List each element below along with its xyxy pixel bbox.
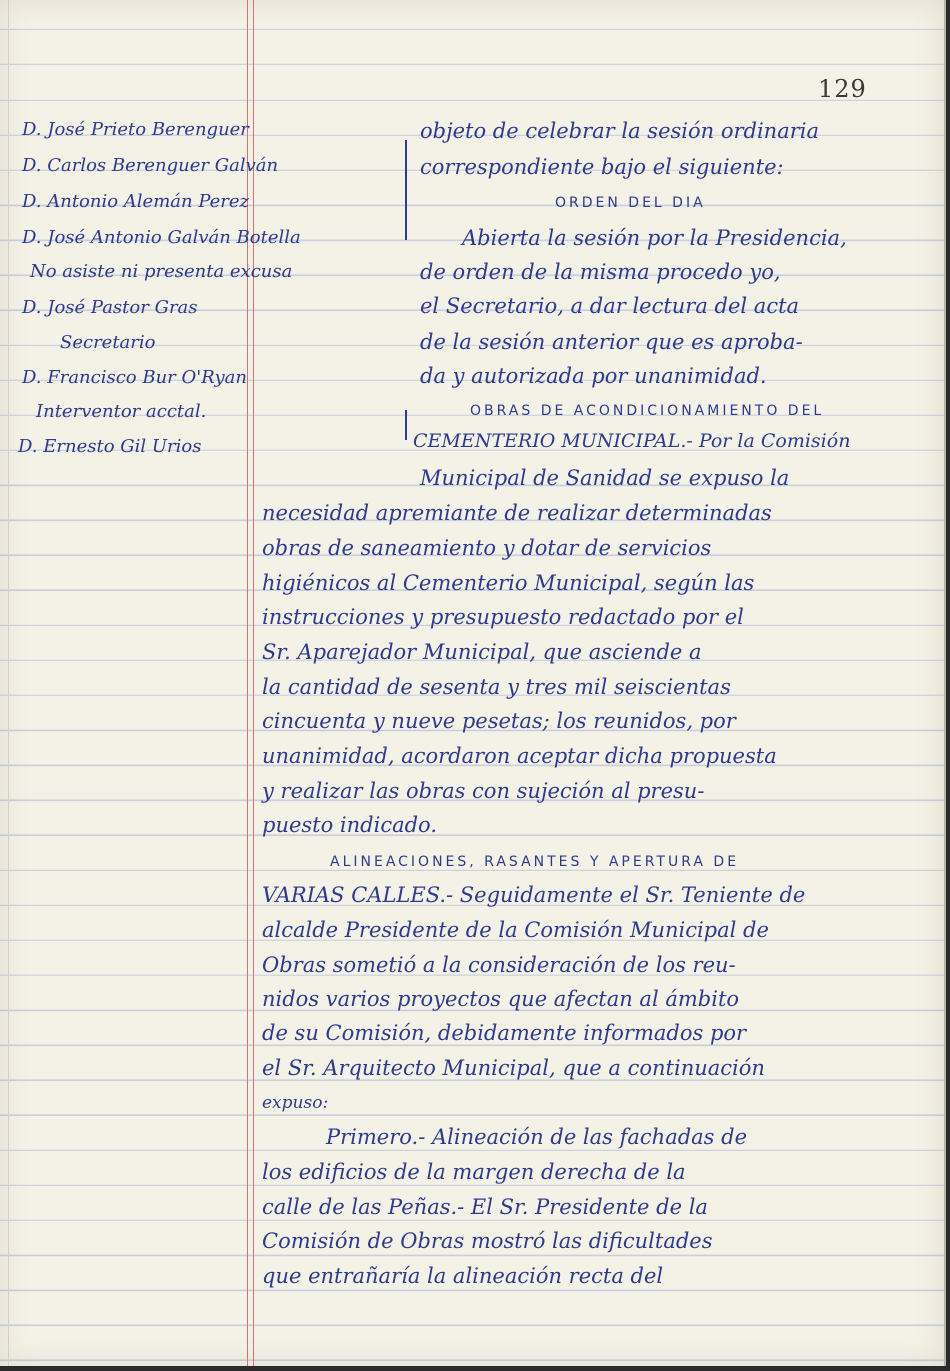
body-line: higiénicos al Cementerio Municipal, según las bbox=[262, 571, 755, 595]
body-line: Primero.- Alineación de las fachadas de bbox=[326, 1125, 747, 1149]
body-line: los edificios de la margen derecha de la bbox=[262, 1160, 686, 1184]
body-line: VARIAS CALLES.- Seguidamente el Sr. Teniente de bbox=[262, 883, 806, 907]
body-line: de orden de la misma procedo yo, bbox=[420, 260, 781, 284]
attendee-line: D. José Prieto Berenguer bbox=[22, 119, 249, 140]
body-line: Comisión de Obras mostró las dificultades bbox=[262, 1229, 713, 1253]
body-line: CEMENTERIO MUNICIPAL.- Por la Comisión bbox=[413, 430, 851, 452]
body-line: y realizar las obras con sujeción al presu- bbox=[262, 779, 705, 803]
attendee-role: Interventor acctal. bbox=[36, 401, 207, 422]
margin-rule-right bbox=[253, 0, 254, 1366]
body-line: el Secretario, a dar lectura del acta bbox=[420, 294, 800, 318]
attendee-line: D. Ernesto Gil Urios bbox=[18, 436, 202, 457]
body-line: puesto indicado. bbox=[262, 813, 438, 837]
column-bracket bbox=[405, 140, 407, 240]
body-line: de la sesión anterior que es aproba- bbox=[420, 330, 803, 354]
attendee-line: D. Antonio Alemán Perez bbox=[22, 191, 250, 212]
page-edge-line bbox=[8, 0, 9, 1366]
attendee-role: Secretario bbox=[60, 332, 156, 353]
section-heading: ORDEN DEL DIA bbox=[555, 195, 706, 211]
body-line: necesidad apremiante de realizar determinadas bbox=[262, 501, 772, 525]
body-line: correspondiente bajo el siguiente: bbox=[420, 155, 784, 179]
attendee-line: D. José Pastor Gras bbox=[22, 297, 198, 318]
attendee-line: D. Francisco Bur O'Ryan bbox=[22, 367, 247, 388]
body-line: instrucciones y presupuesto redactado por el bbox=[262, 605, 744, 629]
attendee-line: D. Carlos Berenguer Galván bbox=[22, 155, 279, 176]
attendee-note: No asiste ni presenta excusa bbox=[30, 261, 293, 282]
column-bracket bbox=[405, 410, 407, 440]
section-heading: OBRAS DE ACONDICIONAMIENTO DEL bbox=[470, 403, 825, 419]
body-line: da y autorizada por unanimidad. bbox=[420, 364, 767, 388]
body-line: de su Comisión, debidamente informados por bbox=[262, 1021, 747, 1045]
body-line: nidos varios proyectos que afectan al ámbito bbox=[262, 987, 740, 1011]
body-line: Abierta la sesión por la Presidencia, bbox=[462, 226, 847, 250]
body-line: cincuenta y nueve pesetas; los reunidos, por bbox=[262, 709, 736, 733]
body-line: objeto de celebrar la sesión ordinaria bbox=[420, 119, 819, 143]
section-heading: ALINEACIONES, RASANTES Y APERTURA DE bbox=[330, 854, 740, 870]
body-line: que entrañaría la alineación recta del bbox=[262, 1264, 664, 1288]
body-line: obras de saneamiento y dotar de servicios bbox=[262, 536, 712, 560]
page-number: 129 bbox=[818, 75, 867, 103]
body-line: Obras sometió a la consideración de los reu- bbox=[262, 953, 736, 977]
attendee-line: D. José Antonio Galván Botella bbox=[22, 227, 301, 248]
body-line: expuso: bbox=[262, 1093, 329, 1113]
body-line: Municipal de Sanidad se expuso la bbox=[420, 466, 790, 490]
body-line: el Sr. Arquitecto Municipal, que a continuación bbox=[262, 1056, 765, 1080]
body-line: unanimidad, acordaron aceptar dicha propuesta bbox=[262, 744, 777, 768]
body-line: la cantidad de sesenta y tres mil seiscientas bbox=[262, 675, 731, 699]
body-line: calle de las Peñas.- El Sr. Presidente de la bbox=[262, 1195, 708, 1219]
body-line: Sr. Aparejador Municipal, que asciende a bbox=[262, 640, 702, 664]
body-line: alcalde Presidente de la Comisión Municipal de bbox=[262, 918, 769, 942]
